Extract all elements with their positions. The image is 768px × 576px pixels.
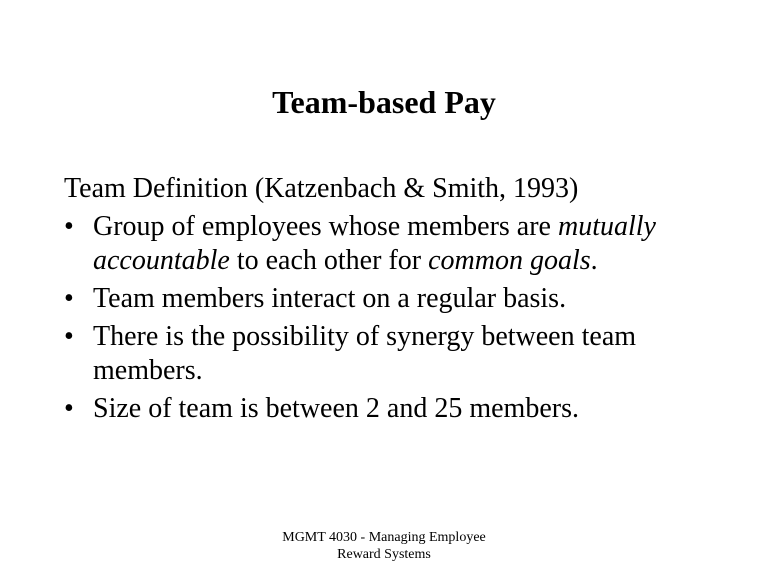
bullet-text: Team members interact on a regular basis. (93, 283, 567, 314)
bullet-item (64, 282, 724, 316)
bullet-text: . (590, 245, 598, 276)
bullet-icon: • (64, 393, 74, 424)
slide-title: Team-based Pay (272, 84, 496, 120)
bullet-list (64, 210, 724, 426)
bullet-icon: • (64, 283, 74, 314)
bullet-text: Group of employees whose members are (93, 211, 558, 242)
slide-footer (0, 529, 768, 563)
footer-subtitle-line: Reward Systems (337, 547, 431, 562)
team-definition-heading: Team Definition (Katzenbach & Smith, 1993) (64, 173, 579, 204)
bullet-text: Size of team is between 2 and 25 members. (93, 393, 579, 424)
bullet-text: There is the possibility of synergy between team members. (93, 321, 637, 386)
bullet-icon: • (64, 211, 74, 242)
footer-course-line: MGMT 4030 - Managing Employee (282, 530, 486, 545)
bullet-item (64, 392, 724, 426)
bullet-item (64, 320, 724, 388)
emphasized-text: mutually accountable (93, 211, 656, 276)
bullet-item (64, 210, 724, 278)
slide-body (64, 172, 724, 430)
bullet-icon: • (64, 321, 74, 352)
bullet-text: to each other for (229, 245, 429, 276)
emphasized-text: common goals (428, 245, 591, 276)
